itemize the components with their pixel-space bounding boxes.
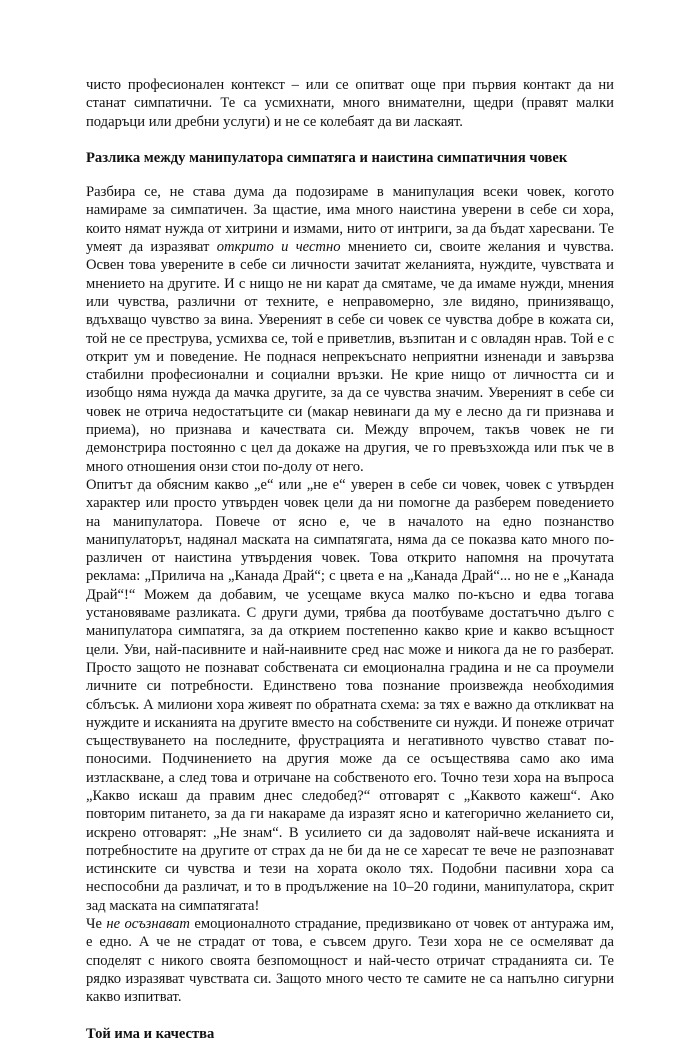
paragraph-intro: чисто професионален контекст – или се опитват още при първия контакт да ни станат симпатични. Те са усмихнати, много внимателни, щедри (правят малки подаръци или дребни услуги) и не се колебаят да ви ласкаят. [86, 77, 614, 130]
emphasis-text: не осъзнават [106, 916, 190, 933]
paragraph-confident-people [86, 183, 614, 476]
emphasis-text: открито и честно [216, 239, 341, 256]
paragraph-text: Разбира се, не става дума да подозираме в манипулация всеки човек, когото намираме за симпатичен. За щастие, има много наистина уверени в себе си хора, които нямат нужда от хитрини и измами, нито от интриги, за да бъдат харесвани. Те умеят да изразяват [86, 184, 614, 256]
paragraph-manipulator: Опитът да обясним какво „е“ или „не е“ уверен в себе си човек, човек с утвърден характер или просто утвърден човек цели да ни помогне да разберем поведението на манипулатора. Повече от ясно е, че в началото на едно познанство манипулаторът, надянал маската на симпатягата, няма да се показва като много по-различен от наистина утвърдения човек. Това открито напомня на прочутата реклама: „Прилича на „Канада Драй“; с цвета е на „Канада Драй“... но не е „Канада Драй“!“ Можем да добавим, че усещаме вкуса малко по-късно и едва тогава установяваме разликата. С други думи, трябва да поотбуваме достатъчно дълго с манипулатора симпатяга, за да открием постепенно какво крие и какво всъщност цели. Уви, най-пасивните и най-наивните сред нас може и никога да не го разберат. Просто защото не познават собствената си емоционална градина и не са проумели личните си потребности. Единствено това познание произвежда необходимия сблъсък. А милиони хора живеят по обратната схема: за тях е важно да откликват на нуждите и исканията на другите вместо на собствените си нужди. И понеже отричат съществуването на последните, фрустрацията и негативното чувство стават по-поносими. Подчинението на другия може да се осъществява само ако има изтласкване, а след това и отричане на собственото его. Точно тези хора на въпроса „Какво искаш да правим днес следобед?“ отговарят с „Каквото кажеш“. Ако повторим питането, за да ги накараме да изразят ясно и категорично желанието си, искрено отговарят: „Не знам“. В усилието си да задоволят най-вече исканията и потребностите на другите от страх да не би да не се харесат те вече не разпознават истинските си чувства и тези на хората около тях. Подобни пасивни хора са неспособни да различат, и то в продължение на 10–20 години, манипулатора, скрит зад маската на симпатягата! [86, 476, 614, 914]
paragraph-text: емоционалното страдание, предизвикано от човек от антуража им, е едно. А че не страдат от това, е съвсем друго. Тези хора не се осмеляват да споделят с никого своята безпомощност и най-често отричат страданията си. Те рядко изразяват чувствата си. Защото много често те самите не са напълно сигурни какво изпитват. [86, 916, 614, 1006]
document-body [86, 76, 614, 1043]
section-heading: Той има и качества [86, 1025, 215, 1042]
paragraph-text: Че [86, 916, 107, 933]
paragraph-passive-people [86, 915, 614, 1006]
section-heading: Разлика между манипулатора симпатяга и наистина симпатичния човек [86, 149, 568, 166]
paragraph-text: мнението си, своите желания и чувства. Освен това уверените в себе си личности зачитат желанията, нуждите, чувствата и мнението на другите. И с нищо не ни карат да смятаме, че да имаме нужди, мнения или чувства, различни от техните, е неправомерно, зле видяно, принизяващо, вдъхващо чувство за вина. Увереният в себе си човек се чувства добре в кожата си, той не се преструва, усмихва се, той е приветлив, възпитан и с овладян нрав. Той е с открит ум и поведение. Не поднася непрекъснато неприятни изненади и завързва стабилни професионални и социални връзки. Не крие нищо от личността си и изобщо няма нужда да мачка другите, за да се чувства значим. Увереният в себе си човек не отрича недостатъците си (макар невинаги да му е лесно да ги признава и приема), но признава и качествата си. Между впрочем, такъв човек не ги демонстрира постоянно с цел да докаже на другия, че го превъзхожда или пък че в много отношения онзи стои по-долу от него. [86, 239, 614, 475]
